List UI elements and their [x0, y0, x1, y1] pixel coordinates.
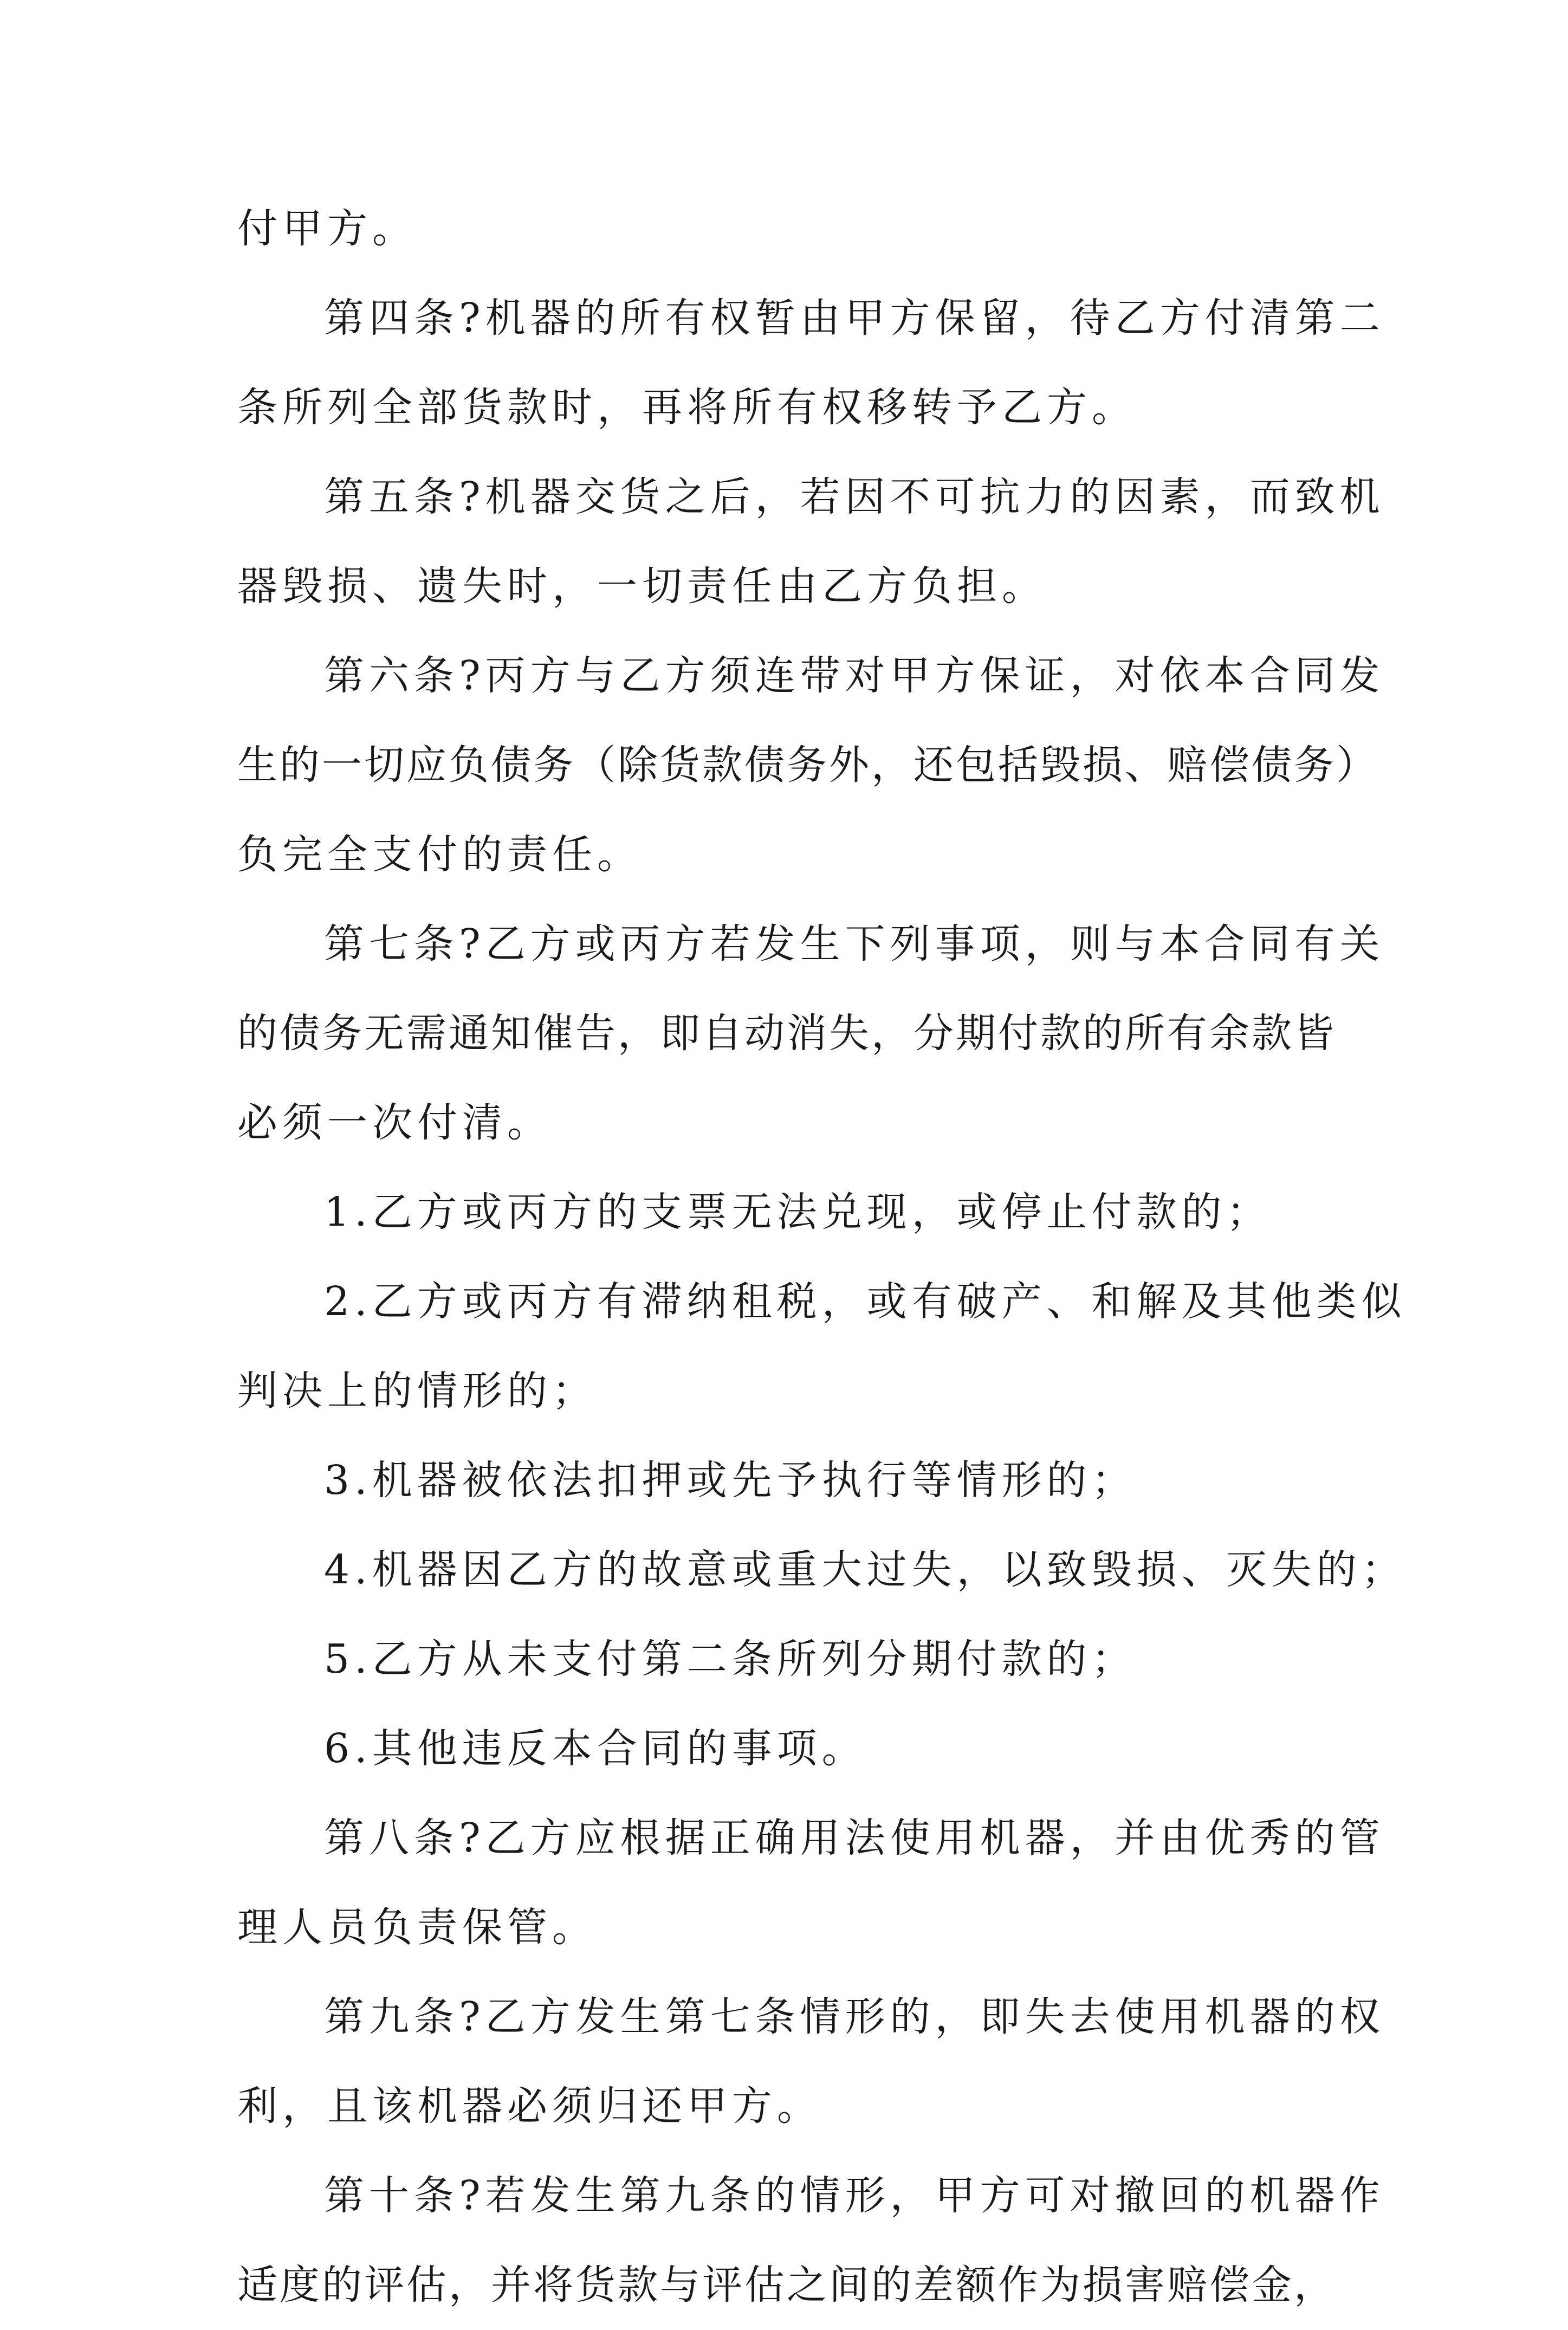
clause-8-line-1: 第八条?乙方应根据正确用法使用机器，并由优秀的管: [324, 1815, 1385, 1861]
clause-10-line-2: 适度的评估，并将货款与评估之间的差额作为损害赔偿金，: [237, 2262, 1336, 2308]
clause-9-line-1: 第九条?乙方发生第七条情形的，即失去使用机器的权: [324, 1994, 1385, 2040]
clause-9-line-2: 利，且该机器必须归还甲方。: [237, 2083, 822, 2130]
clause-10-line-1: 第十条?若发生第九条的情形，甲方可对撤回的机器作: [324, 2172, 1385, 2219]
clause-7-line-1: 第七条?乙方或丙方若发生下列事项，则与本合同有关: [324, 921, 1385, 967]
clause-6-line-3: 负完全支付的责任。: [237, 831, 642, 878]
clause-4-line-2: 条所列全部货款时，再将所有权移转予乙方。: [237, 384, 1137, 431]
clause-6-line-1: 第六条?丙方与乙方须连带对甲方保证，对依本合同发: [324, 652, 1385, 699]
clause-4-line-1: 第四条?机器的所有权暂由甲方保留，待乙方付清第二: [324, 295, 1385, 341]
list-item-1: 1.乙方或丙方的支票无法兑现，或停止付款的；: [324, 1189, 1272, 1235]
list-item-2-line-1: 2.乙方或丙方有滞纳租税，或有破产、和解及其他类似: [324, 1278, 1407, 1325]
list-item-5: 5.乙方从未支付第二条所列分期付款的；: [324, 1636, 1137, 1682]
clause-5-line-1: 第五条?机器交货之后，若因不可抗力的因素，而致机: [324, 474, 1385, 520]
clause-5-line-2: 器毁损、遗失时，一切责任由乙方负担。: [237, 563, 1047, 610]
list-item-4: 4.机器因乙方的故意或重大过失，以致毁损、灭失的；: [324, 1546, 1407, 1593]
clause-7-line-3: 必须一次付清。: [237, 1099, 552, 1146]
clause-8-line-2: 理人员负责保管。: [237, 1904, 597, 1951]
list-item-3: 3.机器被依法扣押或先予执行等情形的；: [324, 1457, 1137, 1504]
clause-7-line-2: 的债务无需通知催告，即自动消失，分期付款的所有余款皆: [237, 1010, 1336, 1057]
clause-6-line-2: 生的一切应负债务（除货款债务外，还包括毁损、赔偿债务）: [237, 742, 1378, 788]
contract-text: [237, 184, 1407, 2330]
list-item-6: 6.其他违反本合同的事项。: [324, 1725, 867, 1772]
text-line: 付甲方。: [237, 205, 417, 252]
list-item-2-line-2: 判决上的情形的；: [237, 1368, 597, 1414]
